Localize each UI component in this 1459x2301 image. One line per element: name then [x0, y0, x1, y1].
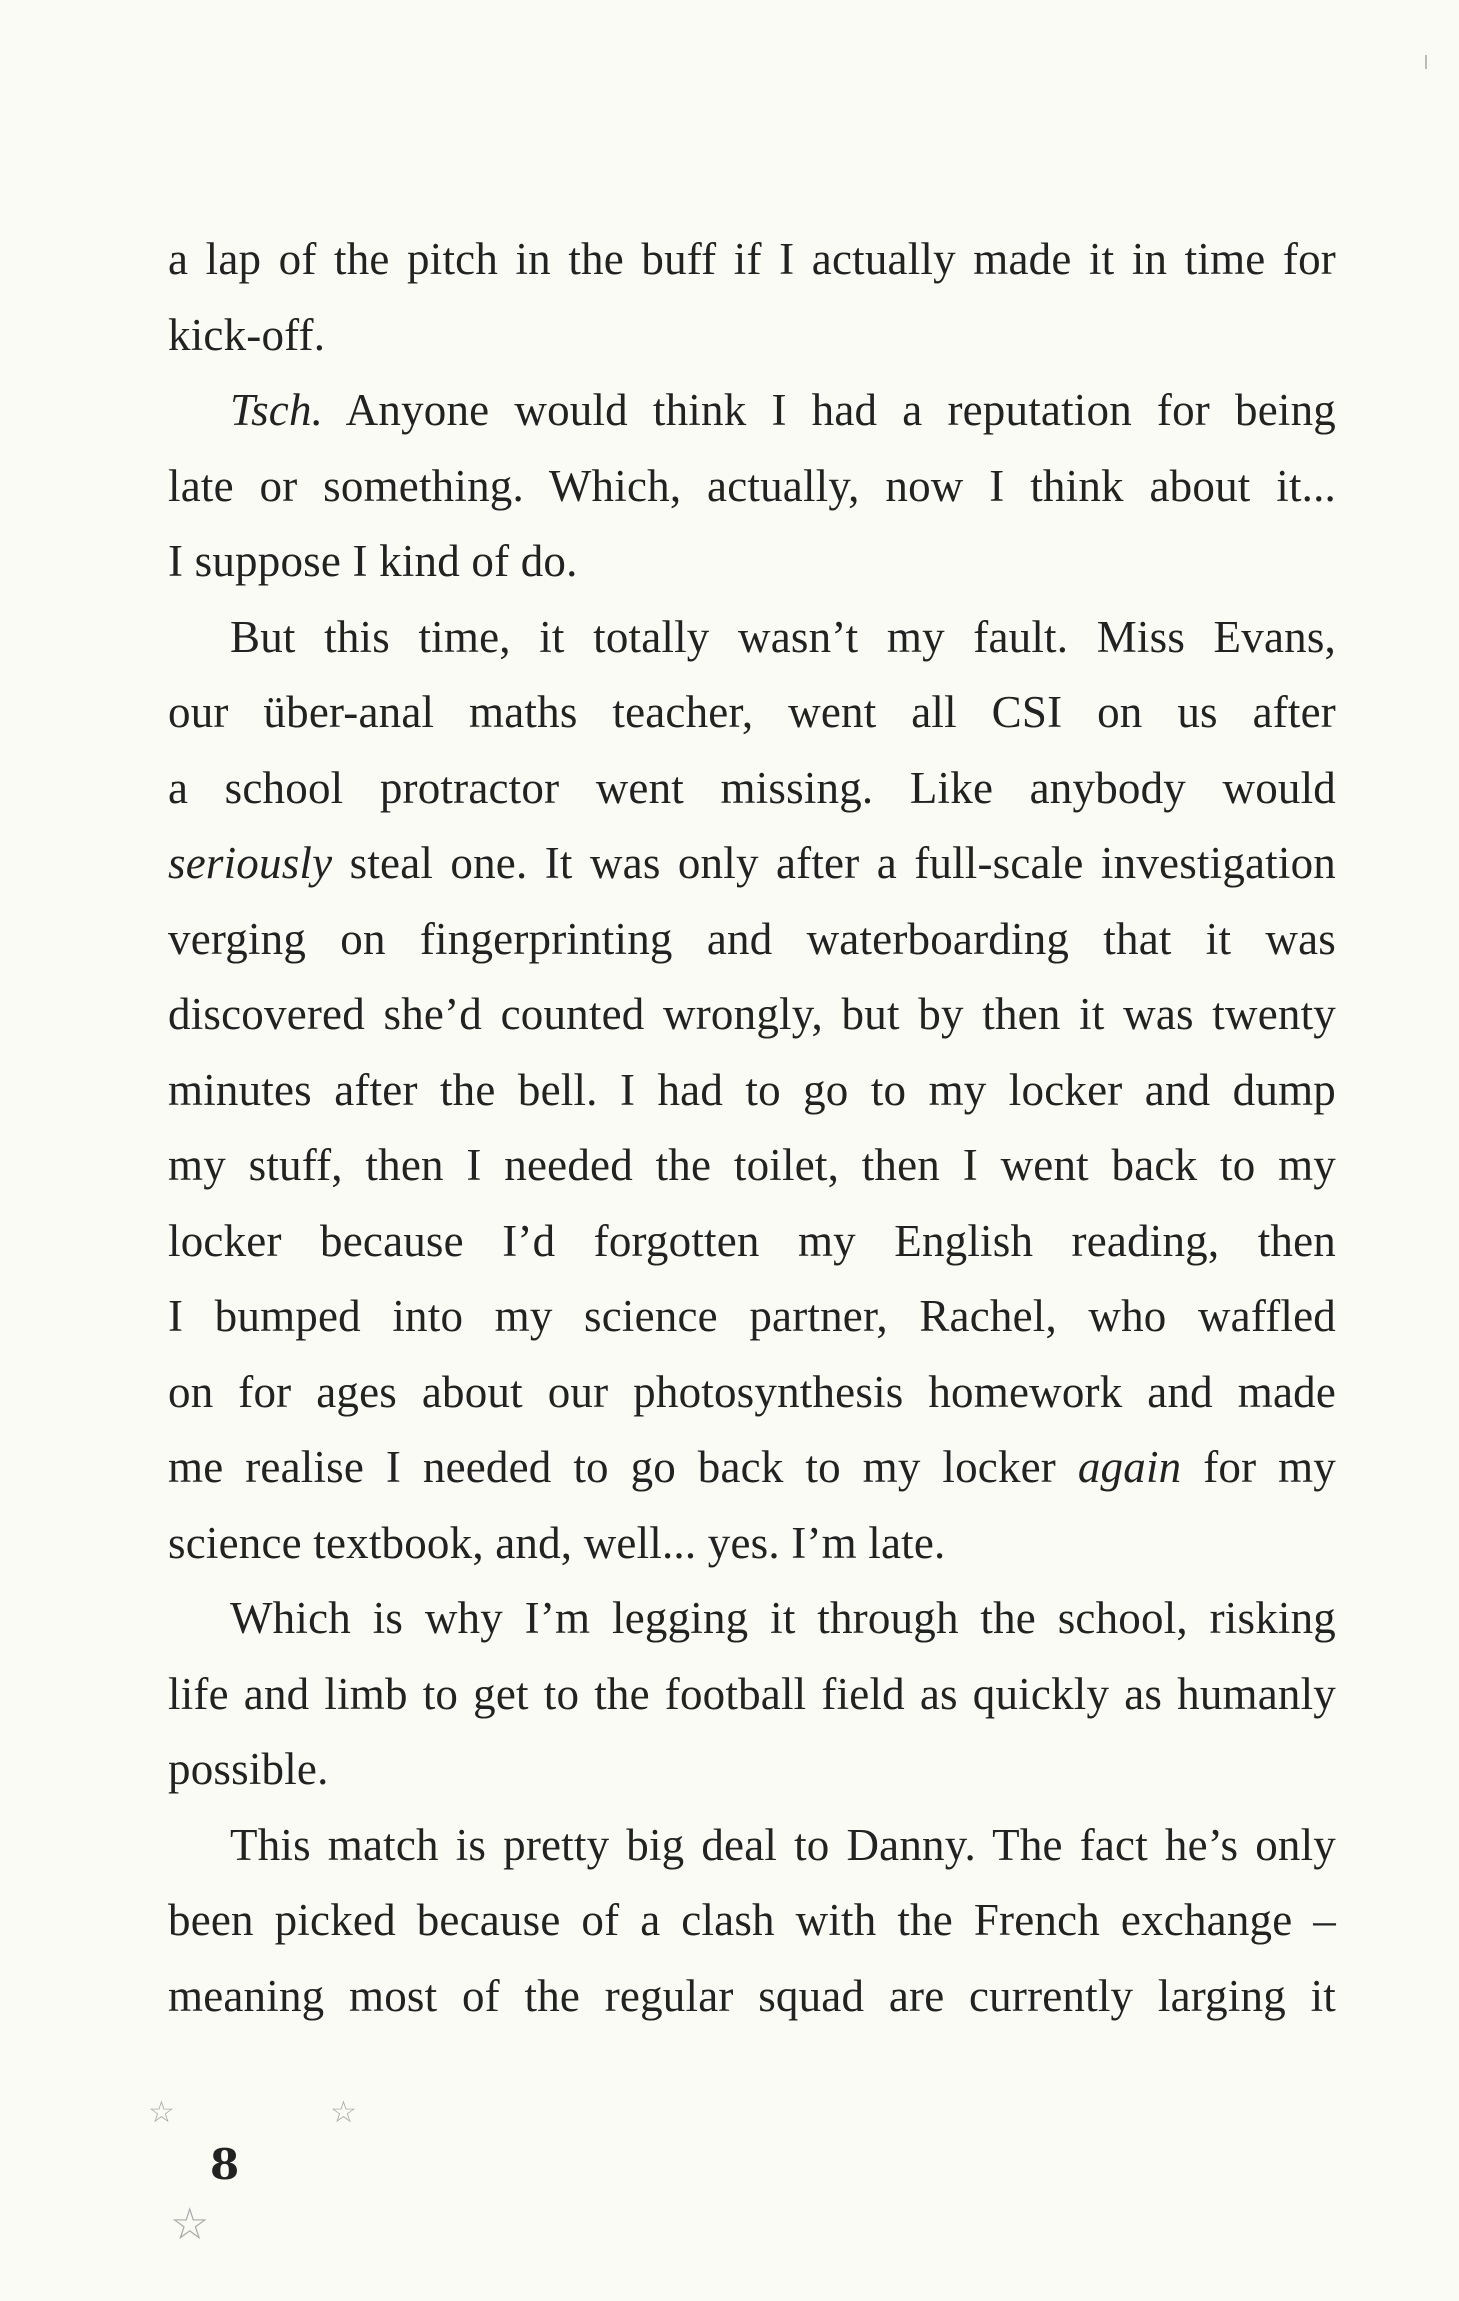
- line-text: kick-off.: [168, 309, 326, 360]
- text-line: [168, 1581, 1336, 1657]
- italic-text: again: [1077, 1442, 1182, 1492]
- italic-text: Tsch.: [230, 385, 324, 435]
- text-line: [168, 1128, 1336, 1204]
- text-line: [168, 449, 1336, 525]
- text-line: [168, 1355, 1336, 1431]
- text-line: [168, 751, 1336, 827]
- line-text: me realise I needed to go back to my locker: [168, 1442, 1078, 1492]
- text-line: [168, 675, 1336, 751]
- line-text: late or something. Which, actually, now I think about it...: [168, 460, 1336, 511]
- line-text: for my: [1181, 1442, 1337, 1492]
- line-text: minutes after the bell. I had to go to my locker and dump: [168, 1064, 1336, 1115]
- text-line: [168, 222, 1336, 298]
- page-number: 8: [210, 2140, 240, 2189]
- text-line: [168, 1883, 1336, 1959]
- page-footer: [140, 2088, 400, 2268]
- line-text: I bumped into my science partner, Rachel, who waffled: [168, 1291, 1336, 1341]
- text-line: [168, 600, 1336, 676]
- text-line: [168, 1053, 1336, 1129]
- text-line: [168, 902, 1336, 978]
- text-line: [168, 298, 1336, 374]
- line-text: I suppose I kind of do.: [168, 536, 578, 586]
- line-text: steal one. It was only after a full-scale investigation: [332, 838, 1336, 888]
- line-text: verging on fingerprinting and waterboarding that it was: [168, 913, 1336, 964]
- text-line: [168, 1959, 1336, 2035]
- text-line: [168, 1732, 1336, 1808]
- line-text: Which is why I’m legging it through the school, risking: [230, 1593, 1336, 1643]
- line-text: locker because I’d forgotten my English reading, then: [168, 1215, 1336, 1266]
- line-text: a school protractor went missing. Like anybody would: [168, 762, 1336, 813]
- line-text: Anyone would think I had a reputation for being: [323, 385, 1336, 435]
- line-text: But this time, it totally wasn’t my fault. Miss Evans,: [230, 611, 1336, 662]
- star-icon: ☆: [148, 2095, 175, 2130]
- text-line: [168, 1808, 1336, 1884]
- line-text: possible.: [168, 1744, 329, 1794]
- italic-text: seriously: [168, 838, 333, 888]
- line-text: meaning most of the regular squad are currently larging it: [168, 1970, 1336, 2021]
- line-text: on for ages about our photosynthesis homework and made: [168, 1366, 1336, 1417]
- text-line: [168, 1204, 1336, 1280]
- text-line: [168, 524, 1336, 600]
- line-text: science textbook, and, well... yes. I’m late.: [168, 1517, 946, 1568]
- line-text: a lap of the pitch in the buff if I actually made it in time for: [168, 234, 1336, 284]
- star-icon: ☆: [330, 2095, 357, 2130]
- line-text: my stuff, then I needed the toilet, then I went back to my: [168, 1140, 1336, 1190]
- text-line: [168, 1279, 1336, 1355]
- text-line: [168, 977, 1336, 1053]
- text-line: [168, 373, 1336, 449]
- text-line: [168, 1657, 1336, 1733]
- text-line: [168, 1506, 1336, 1582]
- scan-mark: [1425, 55, 1427, 69]
- body-text: [168, 222, 1336, 2034]
- line-text: been picked because of a clash with the French exchange –: [168, 1895, 1336, 1945]
- line-text: discovered she’d counted wrongly, but by then it was twenty: [168, 989, 1336, 1039]
- line-text: life and limb to get to the football field as quickly as humanly: [168, 1668, 1336, 1719]
- line-text: This match is pretty big deal to Danny. The fact he’s only: [230, 1819, 1336, 1870]
- line-text: our über-anal maths teacher, went all CSI on us after: [168, 687, 1336, 737]
- text-line: [168, 1430, 1336, 1506]
- star-icon: ☆: [170, 2199, 210, 2250]
- text-line: [168, 826, 1336, 902]
